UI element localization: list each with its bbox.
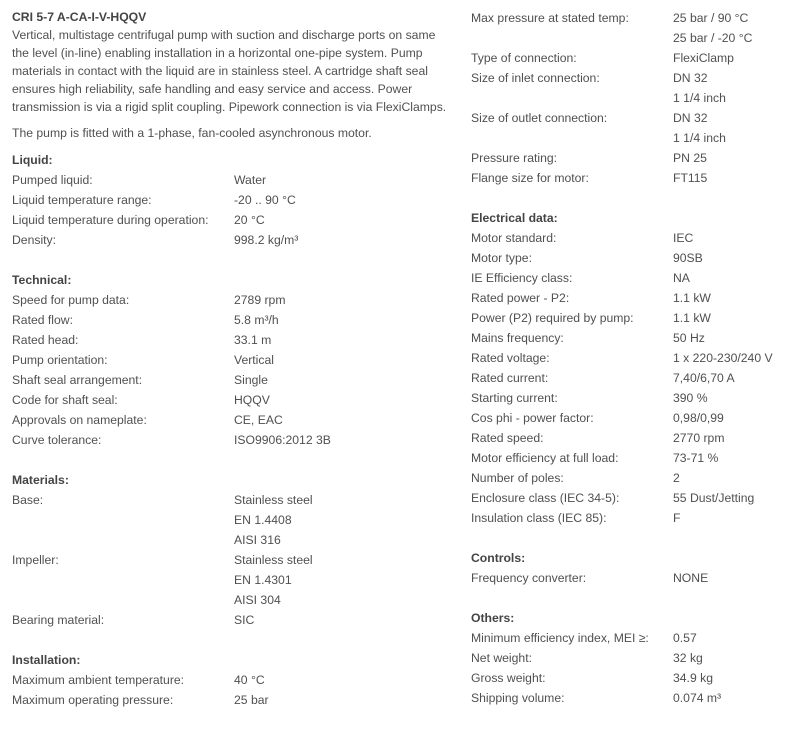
spec-row-starting-current (471, 388, 801, 408)
spec-label: Approvals on nameplate: (12, 413, 147, 427)
spec-label: Type of connection: (471, 51, 577, 65)
spec-value: 0.074 m³ (673, 691, 722, 705)
spec-value: Stainless steel (234, 553, 313, 567)
spec-value: Stainless steel (234, 493, 313, 507)
spec-label: Bearing material: (12, 613, 105, 627)
left-spec-sections (12, 150, 452, 710)
section-others (471, 608, 801, 708)
spec-row-pumped-liquid (12, 170, 452, 190)
spec-label: Frequency converter: (471, 571, 587, 585)
spec-value: IEC (673, 231, 694, 245)
spec-value: NONE (673, 571, 709, 585)
spec-row-type-of-connection (471, 48, 801, 68)
spec-label: Motor type: (471, 251, 532, 265)
spec-value: AISI 304 (234, 593, 281, 607)
spec-values (673, 48, 734, 68)
spec-values (234, 490, 313, 550)
spec-row-shipping-volume (471, 688, 801, 708)
spec-values (673, 168, 707, 188)
spec-row-shaft-seal-arrangement (12, 370, 452, 390)
spec-value: DN 32 (673, 111, 708, 125)
spec-value: HQQV (234, 393, 270, 407)
spec-value: ISO9906:2012 3B (234, 433, 331, 447)
spec-values (234, 390, 270, 410)
spec-label: Shaft seal arrangement: (12, 373, 143, 387)
spec-value: 34.9 kg (673, 671, 713, 685)
spec-value: PN 25 (673, 151, 707, 165)
spec-value: 5.8 m³/h (234, 313, 279, 327)
spec-label: Max pressure at stated temp: (471, 11, 629, 25)
section-spacer (12, 630, 452, 650)
spec-row-code-for-shaft-seal (12, 390, 452, 410)
spec-values (673, 648, 703, 668)
spec-value: F (673, 511, 681, 525)
spec-row-approvals-on-nameplate (12, 410, 452, 430)
spec-values (673, 688, 721, 708)
spec-row-maximum-ambient-temperature (12, 670, 452, 690)
section-technical (12, 270, 452, 450)
spec-row-net-weight (471, 648, 801, 668)
spec-label: Shipping volume: (471, 691, 565, 705)
spec-value: 1.1 kW (673, 291, 711, 305)
spec-values (234, 550, 313, 610)
section-general (471, 8, 801, 188)
spec-row-liquid-temperature-during-operation (12, 210, 452, 230)
spec-row-max-pressure-at-stated-temp (471, 8, 801, 48)
spec-values (673, 348, 773, 368)
spec-value: 0,98/0,99 (673, 411, 724, 425)
spec-values (234, 230, 298, 250)
spec-row-cos-phi-power-factor (471, 408, 801, 428)
spec-values (673, 468, 680, 488)
spec-label: Pump orientation: (12, 353, 108, 367)
spec-label: Code for shaft seal: (12, 393, 118, 407)
spec-values (234, 610, 254, 630)
spec-value: Single (234, 373, 268, 387)
spec-label: Rated head: (12, 333, 79, 347)
spec-row-rated-speed (471, 428, 801, 448)
spec-values (673, 428, 725, 448)
spec-row-motor-standard (471, 228, 801, 248)
section-spacer (471, 588, 801, 608)
spec-values (673, 8, 752, 48)
spec-value: 1 1/4 inch (673, 131, 726, 145)
spec-value: 25 bar / 90 °C (673, 11, 749, 25)
spec-values (673, 328, 705, 348)
spec-values (234, 210, 265, 230)
spec-row-power-p2-required-by-pump (471, 308, 801, 328)
product-title: CRI 5-7 A-CA-I-V-HQQV (12, 10, 147, 24)
spec-value: 40 °C (234, 673, 265, 687)
spec-values (234, 310, 279, 330)
spec-label: Minimum efficiency index, MEI ≥: (471, 631, 649, 645)
spec-value: CE, EAC (234, 413, 283, 427)
spec-label: Enclosure class (IEC 34-5): (471, 491, 620, 505)
spec-values (234, 670, 265, 690)
spec-row-ie-efficiency-class (471, 268, 801, 288)
spec-row-density (12, 230, 452, 250)
spec-value: 90SB (673, 251, 703, 265)
spec-values (673, 148, 707, 168)
spec-value: Water (234, 173, 267, 187)
spec-label: Base: (12, 493, 44, 507)
spec-value: NA (673, 271, 690, 285)
spec-row-pressure-rating (471, 148, 801, 168)
right-column (471, 8, 801, 708)
section-electrical-data (471, 208, 801, 528)
spec-label: Mains frequency: (471, 331, 564, 345)
spec-value: 0.57 (673, 631, 697, 645)
spec-row-motor-efficiency-at-full-load (471, 448, 801, 468)
spec-values (673, 408, 724, 428)
spec-values (234, 410, 283, 430)
spec-values (234, 170, 266, 190)
spec-value: FT115 (673, 171, 708, 185)
spec-row-liquid-temperature-range (12, 190, 452, 210)
spec-values (673, 308, 711, 328)
spec-label: Liquid temperature during operation: (12, 213, 209, 227)
spec-value: 25 bar / -20 °C (673, 31, 753, 45)
spec-values (234, 690, 269, 710)
left-column (12, 8, 452, 710)
spec-values (234, 430, 331, 450)
spec-values (673, 108, 726, 148)
spec-values (673, 488, 754, 508)
spec-row-insulation-class-iec-85 (471, 508, 801, 528)
spec-label: Curve tolerance: (12, 433, 102, 447)
spec-label: Pressure rating: (471, 151, 558, 165)
spec-value: FlexiClamp (673, 51, 734, 65)
motor-note: The pump is fitted with a 1-phase, fan-cooled asynchronous motor. (12, 126, 372, 140)
section-heading: Liquid: (12, 153, 53, 167)
spec-values (673, 668, 713, 688)
spec-label: Impeller: (12, 553, 59, 567)
spec-row-impeller (12, 550, 452, 610)
spec-label: Gross weight: (471, 671, 546, 685)
spec-value: 1 1/4 inch (673, 91, 726, 105)
spec-row-minimum-efficiency-index-mei (471, 628, 801, 648)
spec-values (673, 448, 718, 468)
spec-value: AISI 316 (234, 533, 281, 547)
spec-row-frequency-converter (471, 568, 801, 588)
spec-row-size-of-inlet-connection (471, 68, 801, 108)
spec-label: Cos phi - power factor: (471, 411, 594, 425)
spec-row-base (12, 490, 452, 550)
spec-label: Speed for pump data: (12, 293, 130, 307)
spec-value: -20 .. 90 °C (234, 193, 296, 207)
spec-row-gross-weight (471, 668, 801, 688)
spec-values (234, 350, 274, 370)
spec-value: 2789 rpm (234, 293, 286, 307)
spec-value: 2770 rpm (673, 431, 725, 445)
spec-row-number-of-poles (471, 468, 801, 488)
spec-label: Liquid temperature range: (12, 193, 152, 207)
spec-values (673, 68, 726, 108)
spec-row-bearing-material (12, 610, 452, 630)
spec-label: Flange size for motor: (471, 171, 589, 185)
spec-values (673, 268, 690, 288)
spec-row-enclosure-class-iec-34-5 (471, 488, 801, 508)
section-installation (12, 650, 452, 710)
spec-value: 1 x 220-230/240 V (673, 351, 773, 365)
section-spacer (471, 528, 801, 548)
section-materials (12, 470, 452, 630)
spec-row-size-of-outlet-connection (471, 108, 801, 148)
spec-values (673, 368, 735, 388)
spec-values (673, 228, 693, 248)
spec-value: 73-71 % (673, 451, 719, 465)
spec-value: 32 kg (673, 651, 703, 665)
section-heading: Installation: (12, 653, 81, 667)
section-spacer (471, 188, 801, 208)
spec-values (234, 370, 268, 390)
section-spacer (12, 450, 452, 470)
spec-value: EN 1.4301 (234, 573, 292, 587)
spec-value: EN 1.4408 (234, 513, 292, 527)
spec-label: Rated voltage: (471, 351, 550, 365)
spec-label: Pumped liquid: (12, 173, 93, 187)
spec-row-flange-size-for-motor (471, 168, 801, 188)
spec-label: Starting current: (471, 391, 558, 405)
spec-value: 50 Hz (673, 331, 705, 345)
spec-values (673, 288, 711, 308)
spec-value: 55 Dust/Jetting (673, 491, 755, 505)
spec-label: Number of poles: (471, 471, 564, 485)
spec-value: 2 (673, 471, 680, 485)
spec-value: 20 °C (234, 213, 265, 227)
spec-label: Rated speed: (471, 431, 544, 445)
spec-row-motor-type (471, 248, 801, 268)
spec-values (673, 508, 680, 528)
spec-label: Rated power - P2: (471, 291, 570, 305)
spec-value: 33.1 m (234, 333, 272, 347)
spec-values (234, 290, 286, 310)
spec-row-rated-voltage (471, 348, 801, 368)
spec-row-rated-flow (12, 310, 452, 330)
spec-value: Vertical (234, 353, 274, 367)
spec-label: Motor standard: (471, 231, 557, 245)
section-spacer (12, 250, 452, 270)
section-liquid (12, 150, 452, 250)
spec-label: Insulation class (IEC 85): (471, 511, 607, 525)
product-description: Vertical, multistage centrifugal pump with suction and discharge ports on same the level (in-line) enabling installation in a horizontal one-pipe system. Pump materials in contact with the liquid are in stainless steel. A cartridge shaft seal ensures high reliability, safe handling and easy service and access. Power transmission is via a rigid split coupling. Pipework connection is via FlexiClamps. (12, 28, 447, 114)
spec-label: Size of inlet connection: (471, 71, 600, 85)
spec-values (673, 248, 703, 268)
spec-value: 25 bar (234, 693, 269, 707)
spec-label: Maximum operating pressure: (12, 693, 174, 707)
spec-row-pump-orientation (12, 350, 452, 370)
section-heading: Electrical data: (471, 211, 558, 225)
spec-label: Power (P2) required by pump: (471, 311, 634, 325)
spec-values (234, 190, 296, 210)
spec-values (234, 330, 271, 350)
spec-label: Size of outlet connection: (471, 111, 608, 125)
spec-values (673, 568, 708, 588)
spec-value: 998.2 kg/m³ (234, 233, 299, 247)
spec-label: IE Efficiency class: (471, 271, 573, 285)
right-spec-sections (471, 8, 801, 708)
spec-row-rated-current (471, 368, 801, 388)
spec-row-rated-head (12, 330, 452, 350)
section-controls (471, 548, 801, 588)
spec-row-speed-for-pump-data (12, 290, 452, 310)
spec-value: 7,40/6,70 A (673, 371, 735, 385)
spec-values (673, 628, 697, 648)
section-heading: Others: (471, 611, 515, 625)
section-heading: Technical: (12, 273, 72, 287)
spec-row-mains-frequency (471, 328, 801, 348)
spec-value: 1.1 kW (673, 311, 711, 325)
spec-label: Motor efficiency at full load: (471, 451, 619, 465)
section-heading: Materials: (12, 473, 69, 487)
spec-label: Net weight: (471, 651, 532, 665)
spec-label: Density: (12, 233, 57, 247)
spec-value: 390 % (673, 391, 708, 405)
spec-values (673, 388, 708, 408)
spec-row-maximum-operating-pressure (12, 690, 452, 710)
spec-label: Rated flow: (12, 313, 73, 327)
spec-value: SIC (234, 613, 255, 627)
spec-label: Maximum ambient temperature: (12, 673, 185, 687)
spec-row-curve-tolerance (12, 430, 452, 450)
section-heading: Controls: (471, 551, 526, 565)
spec-label: Rated current: (471, 371, 549, 385)
spec-row-rated-power-p2 (471, 288, 801, 308)
spec-value: DN 32 (673, 71, 708, 85)
